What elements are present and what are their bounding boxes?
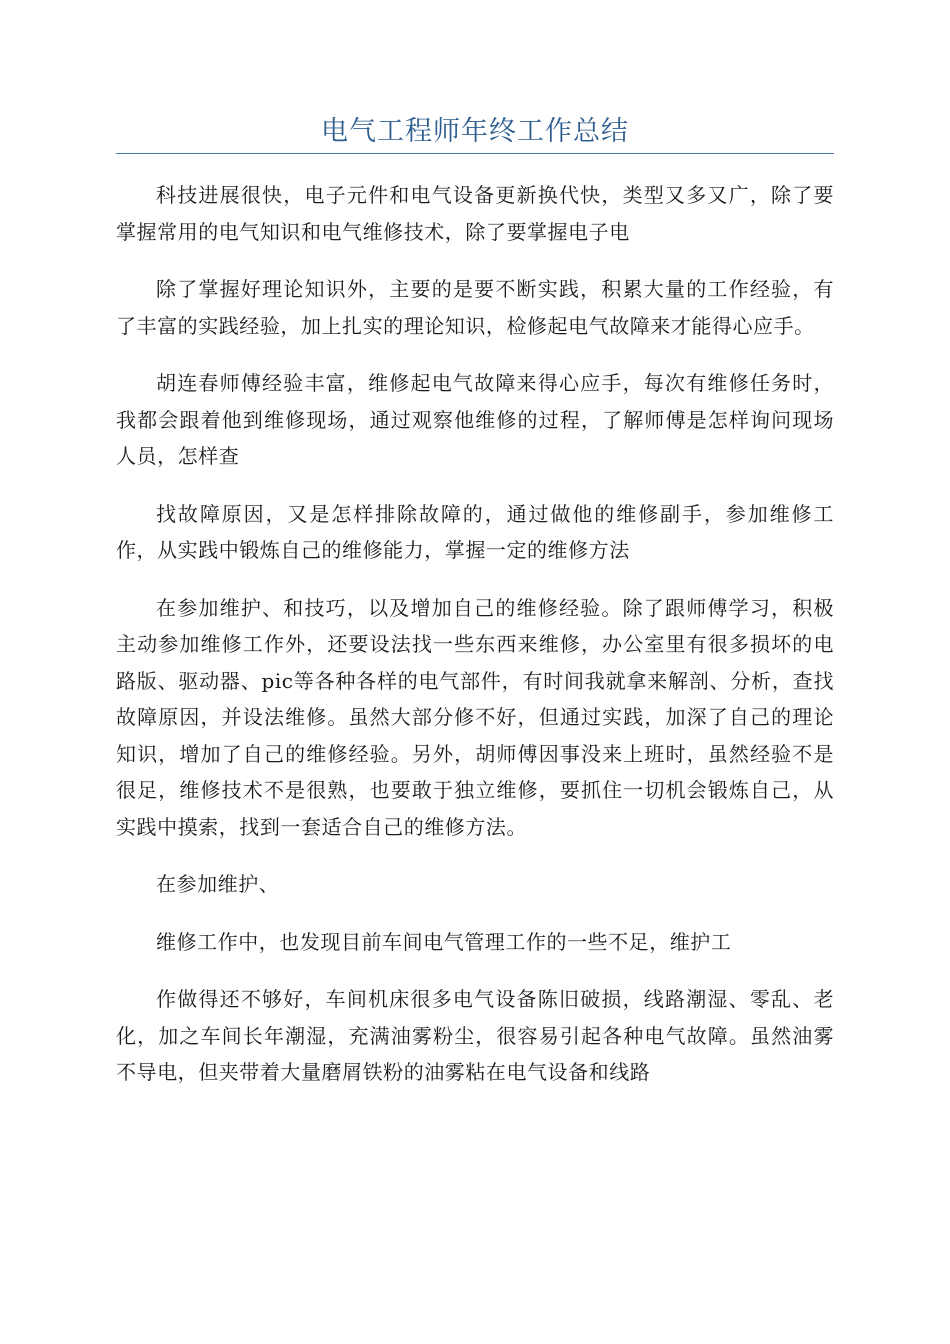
paragraph: 维修工作中，也发现目前车间电气管理工作的一些不足，维护工 <box>156 929 732 954</box>
paragraph: 在参加维护、 <box>156 872 280 896</box>
document-body <box>116 177 834 1112</box>
paragraph: 除了掌握好理论知识外，主要的是要不断实践，积累大量的工作经验，有了丰富的实践经验，加上扎实的理论知识，检修起电气故障来才能得心应手。 <box>116 277 834 338</box>
document-title: 电气工程师年终工作总结 <box>321 116 629 147</box>
title-underline <box>116 153 834 154</box>
paragraph: 科技进展很快，电子元件和电气设备更新换代快，类型又多又广，除了要掌握常用的电气知识和电气维修技术，除了要掌握电子电 <box>116 183 834 244</box>
paragraph: 找故障原因，又是怎样排除故障的，通过做他的维修副手，参加维修工作，从实践中锻炼自己的维修能力，掌握一定的维修方法 <box>116 501 834 562</box>
paragraph: 作做得还不够好，车间机床很多电气设备陈旧破损，线路潮湿、零乱、老化，加之车间长年潮湿，充满油雾粉尘，很容易引起各种电气故障。虽然油雾不导电，但夹带着大量磨屑铁粉的油雾粘在电气设备和线路 <box>116 987 834 1084</box>
paragraph: 胡连春师傅经验丰富，维修起电气故障来得心应手，每次有维修任务时，我都会跟着他到维修现场，通过观察他维修的过程，了解师傅是怎样询问现场人员，怎样查 <box>116 371 834 468</box>
paragraph: 在参加维护、和技巧，以及增加自己的维修经验。除了跟师傅学习，积极主动参加维修工作外，还要设法找一些东西来维修，办公室里有很多损坏的电路版、驱动器、pic等各种各样的电气部件，有时间我就拿来解剖、分析，查找故障原因，并设法维修。虽然大部分修不好，但通过实践，加深了自己的理论知识，增加了自己的维修经验。另外，胡师傅因事没来上班时，虽然经验不是很足，维修技术不是很熟，也要敢于独立维修，要抓住一切机会锻炼自己，从实践中摸索，找到一套适合自己的维修方法。 <box>116 595 834 839</box>
